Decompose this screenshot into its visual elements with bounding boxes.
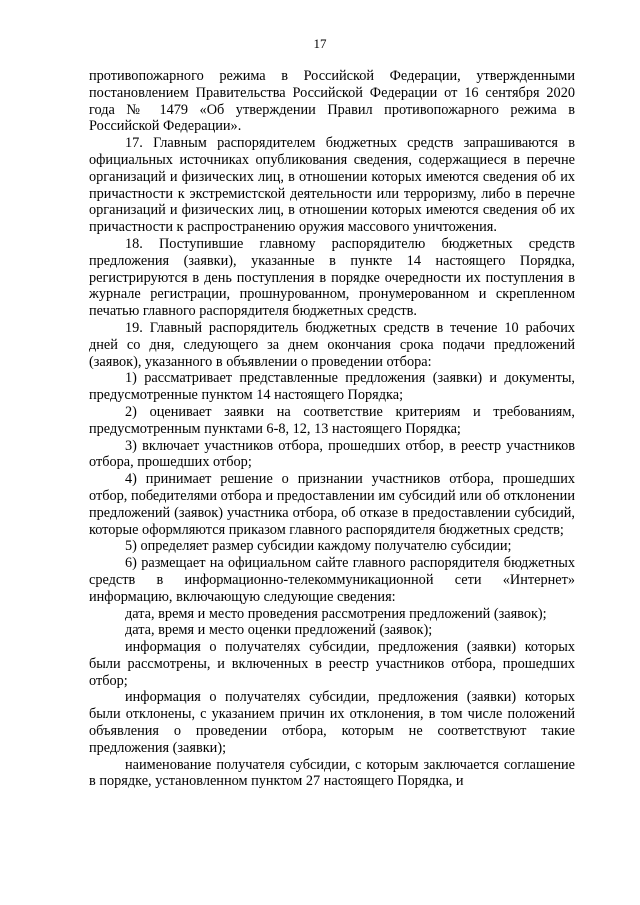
paragraph-item-19: 19. Главный распорядитель бюджетных средств в течение 10 рабочих дней со дня, следующего за днем окончания срока подачи предложений (заявок), указанного в объявлении о проведении отбора: <box>89 319 575 370</box>
subitem-1: 1) рассматривает представленные предложения (заявки) и документы, предусмотренные пунктом 14 настоящего Порядка; <box>89 370 575 404</box>
paragraph-item-18: 18. Поступившие главному распорядителю бюджетных средств предложения (заявки), указанные в пункте 14 настоящего Порядка, регистрируются в день поступления в порядке очередности их поступления в журнале регистрации, прошнурованном, пронумерованном и скрепленном печатью главного распорядителя бюджетных средств. <box>89 235 575 320</box>
document-body <box>89 68 575 790</box>
paragraph-item-17: 17. Главным распорядителем бюджетных средств запрашиваются в официальных источниках опубликования сведения, содержащиеся в перечне организаций и физических лиц, в отношении которых имеются сведения об их причастности к экстремистской деятельности или терроризму, либо в перечне организаций и физических лиц, в отношении которых имеются сведения об их причастности к распространению оружия массового уничтожения. <box>89 135 575 236</box>
subitem-6: 6) размещает на официальном сайте главного распорядителя бюджетных средств в информационно-телекоммуникационной сети «Интернет» информацию, включающую следующие сведения: <box>89 555 575 605</box>
page-number: 17 <box>313 36 327 51</box>
subitem-5: 5) определяет размер субсидии каждому получателю субсидии; <box>125 538 512 555</box>
subitem-3: 3) включает участников отбора, прошедших отбор, в реестр участников отбора, прошедших отбор; <box>89 437 575 471</box>
info-line-accepted-applicants: информация о получателях субсидии, предложения (заявки) которых были рассмотрены, и включенных в реестр участников отбора, прошедших отбор; <box>89 639 575 689</box>
info-line-review-date: дата, время и место проведения рассмотрения предложений (заявок); <box>125 605 547 622</box>
subitem-4: 4) принимает решение о признании участников отбора, прошедших отбор, победителями отбора и предоставлении им субсидий или об отклонении предложений (заявок) участника отбора, об отказе в предоставлении субсидий, которые оформляются приказом главного распорядителя бюджетных средств; <box>89 471 575 538</box>
info-line-rejected-applicants: информация о получателях субсидии, предложения (заявки) которых были отклонены, с указанием причин их отклонения, в том числе положений объявления о проведении отбора, которым не соответствуют такие предложения (заявки); <box>89 689 575 756</box>
info-line-evaluation-date: дата, время и место оценки предложений (заявок); <box>125 622 433 639</box>
info-line-recipient-name: наименование получателя субсидии, с которым заключается соглашение в порядке, установленном пунктом 27 настоящего Порядка, и <box>89 756 575 790</box>
paragraph-continuation: противопожарного режима в Российской Федерации, утвержденными постановлением Правительства Российской Федерации от 16 сентября 2020 года № 1479 «Об утверждении Правил противопожарного режима в Российской Федерации». <box>89 68 575 135</box>
subitem-2: 2) оценивает заявки на соответствие критериям и требованиям, предусмотренным пунктами 6-8, 12, 13 настоящего Порядка; <box>89 403 575 437</box>
